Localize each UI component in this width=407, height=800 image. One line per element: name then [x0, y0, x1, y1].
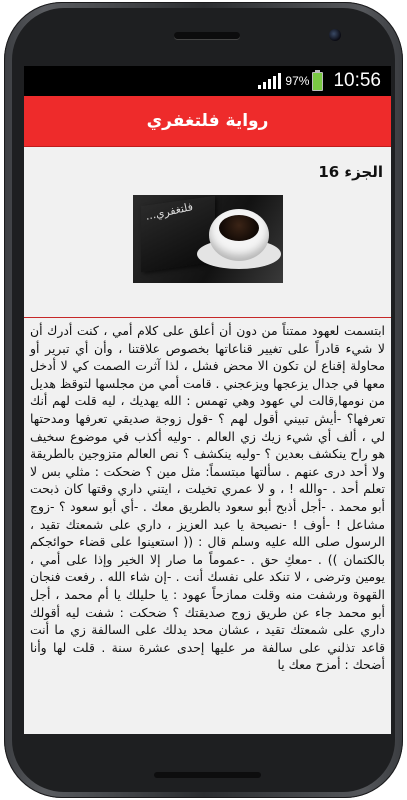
home-bar: [154, 772, 261, 778]
battery-percent: 97%: [285, 74, 310, 88]
screen: [24, 66, 391, 734]
phone-frame: [4, 2, 403, 798]
cover-image-container: [30, 195, 385, 283]
status-time: 10:56: [333, 70, 381, 91]
coffee-illustration: [219, 215, 259, 241]
reading-content[interactable]: [24, 147, 391, 674]
front-camera-icon: [329, 29, 341, 41]
status-bar: [24, 66, 391, 96]
story-text: ابتسمت لعهود ممتناً من دون أن أعلق على كلام أمي ، كنت أدرك أن لا شيء قادراً على تغيير قناعاتها بخصوص علاقتنا ، وأن أي تبرير أو محاولة إقناع لن تكون الا محض فشل ، لذا آثرت الصمت كي لا أدخل معها في جدال يزعجها ويزعجني . قامت أمي من مجلسها لتوقظ هديل من نومها,قالت لي عهود وهي تهمس : الله يهديك ، ليه قلت لهم أنك تعرفها؟ -أيش تبيني أقول لهم ؟ -قول زوجة صديقي تعرفها ومدحتها لي ، ألف أي شيء زيك زي العالم . -وليه أكذب في موضوع سخيف هو راح ينكشف بعدين ؟ -وليه ينكشف ؟ نص العالم متزوجين بالطريقة ولا أحد درى عنهم . سألتها مبتسماً: مثل مين ؟ ضحكت : مثلي بس لا تعلم أحد . -والله ! ، و لا عمري تخيلت ، ايتني داري وقتها كان ذبحت أبو محمد . -أجل أذبح أبو سعود بالطريق معك . -أي أبو سعود ؟ -زوج مشاعل ! -أوف ! -نصيحة يا عبد العزيز ، داري على شمعتك تقيد ، الرسول صلى الله عليه وسلم قال : (( استعينوا على قضاء حوائجكم بالكتمان )) . -معكِ حق . -عموماً ما صار إلا الخير وإذا على أمي ، يومين وترضى ، لا تنكد على نفسك أنت . -إن شاء الله . رفعت فنجان القهوة ورشفت منه وقلت ممازحاً عهود : يا حليلك يا أم محمد ، أجل أبو محمد جاء عن طريق زوج صديقتك ؟ ضحكت : شفت ليه أقولك داري على شمعتك تقيد ، عشان محد يدلك على السالفة زي ما أنت قاعد تذلني على سالفة مر عليها إحدى عشرة سنة . قلت لها وأنا أضحك : أمزح معك يا: [30, 323, 385, 673]
app-title: رواية فلتغفري: [146, 111, 269, 131]
battery-level-fill: [313, 73, 322, 89]
cover-image: [133, 195, 283, 283]
chapter-title: الجزء 16: [318, 163, 383, 181]
cover-book-title: فلتغفري...: [143, 200, 194, 223]
earpiece-speaker: [174, 32, 240, 39]
battery-icon: [312, 72, 323, 91]
app-bar: [24, 96, 391, 147]
signal-strength-icon: [258, 73, 281, 89]
